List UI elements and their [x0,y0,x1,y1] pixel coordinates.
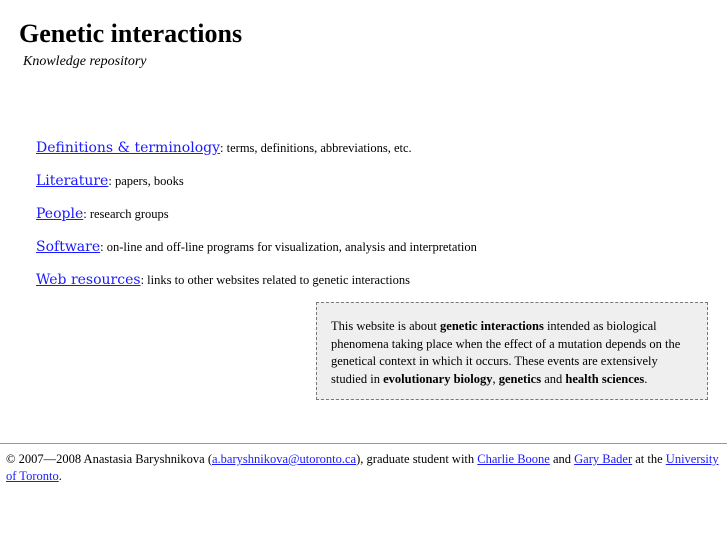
nav-item-people [36,205,169,223]
info-term-health-sciences: health sciences [565,371,645,386]
footer-text: ), graduate student with [356,452,478,466]
page-title: Genetic interactions [19,19,243,48]
nav-item-software [36,238,477,256]
info-term-evolutionary-biology: evolutionary biology [383,371,493,386]
footer-text: at the [632,452,666,466]
charlie-boone-link[interactable]: Charlie Boone [477,452,550,466]
literature-link[interactable]: Literature [36,173,109,189]
footer-text: . [58,469,62,483]
info-text: intended as biological phenomena taking place when the effect of a mutation depends on the genetical context in which it occurs. These events are extensively studied in [331,319,681,386]
software-link[interactable]: Software [36,239,101,255]
gary-bader-link[interactable]: Gary Bader [574,452,633,466]
definitions-link[interactable]: Definitions & terminology [36,140,221,156]
literature-description: : papers, books [108,174,184,188]
university-of-toronto-link[interactable]: University of Toronto [6,452,719,483]
info-text: and [541,371,566,386]
info-term-genetics: genetics [498,371,542,386]
footer-copyright: © 2007—2008 Anastasia Baryshnikova ( [6,452,212,466]
about-info-box [316,302,708,400]
nav-item-literature [36,172,184,190]
people-description: : research groups [83,207,169,221]
definitions-description: : terms, definitions, abbreviations, etc. [220,141,412,155]
info-text: This website is about [331,319,441,333]
page-subtitle: Knowledge repository [23,54,147,69]
web-resources-link[interactable]: Web resources [36,272,141,288]
people-link[interactable]: People [36,206,84,222]
footer-text: and [549,452,575,466]
footer-divider [0,443,727,444]
software-description: : on-line and off-line programs for visualization, analysis and interpretation [100,240,477,254]
info-term-genetic-interactions: genetic interactions [440,319,544,333]
email-link[interactable]: a.baryshnikova@utoronto.ca [212,452,357,466]
info-text: . [644,371,648,386]
info-text: , [492,371,499,386]
footer [6,451,722,485]
web-resources-description: : links to other websites related to genetic interactions [140,273,410,287]
nav-item-web-resources [36,271,410,289]
nav-item-definitions [36,139,412,157]
